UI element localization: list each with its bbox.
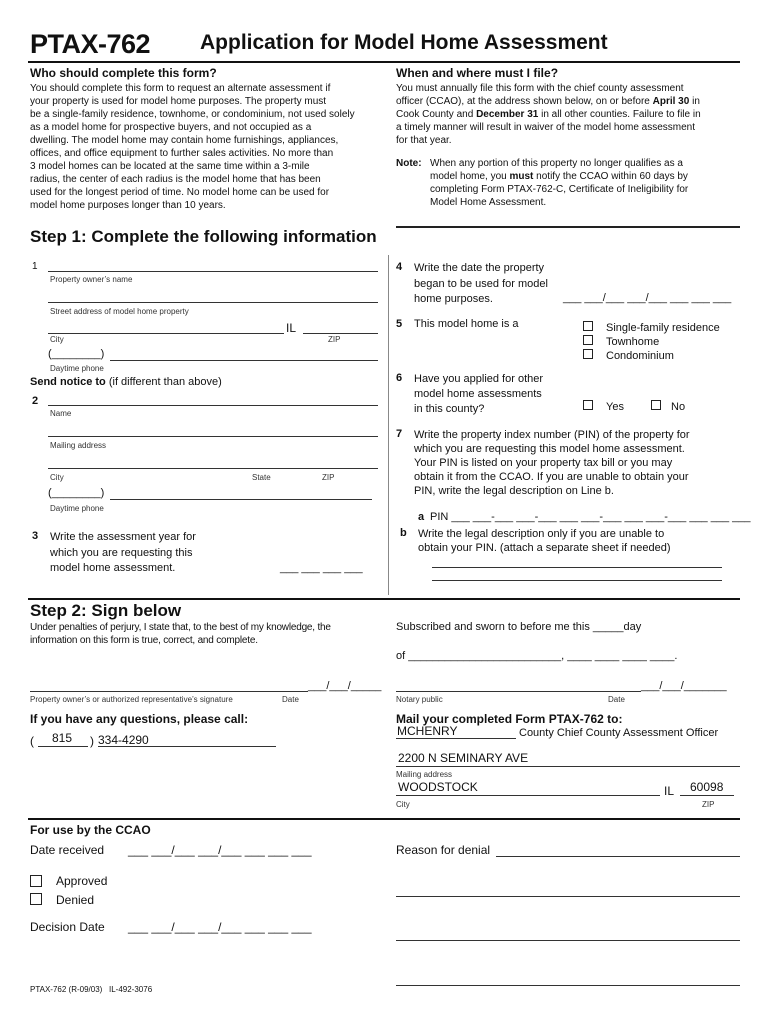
- city-line[interactable]: [48, 333, 284, 334]
- decision-date-field[interactable]: ___ ___/___ ___/___ ___ ___ ___: [128, 920, 312, 934]
- note-line: model home, you must notify the CCAO within 60 days by: [430, 171, 688, 182]
- zip-value[interactable]: 60098: [690, 780, 724, 794]
- q4-text: [414, 261, 548, 308]
- who-line: your property is used for model home purposes. The property must: [30, 96, 327, 107]
- decision-date-label: Decision Date: [30, 920, 105, 934]
- q3-number: 3: [32, 530, 39, 542]
- subscribed-text: Subscribed and sworn to before me this _____day: [396, 621, 642, 633]
- owner-name-line[interactable]: [48, 271, 378, 272]
- q6-yes-checkbox[interactable]: [583, 400, 593, 410]
- daytime-phone-label: Daytime phone: [50, 364, 104, 373]
- when-line: for that year.: [396, 135, 452, 146]
- form-title: Application for Model Home Assessment: [200, 31, 608, 54]
- single-family-label: Single-family residence: [606, 322, 720, 334]
- who-line: be a single-family residence, townhome, or condominium, not used solely: [30, 109, 355, 120]
- perjury-statement: [30, 621, 331, 647]
- zip-line[interactable]: [303, 333, 378, 334]
- date-received-label: Date received: [30, 843, 105, 857]
- signature-date-field[interactable]: ___/___/_____: [308, 680, 382, 692]
- line2-number: 2: [32, 395, 39, 407]
- phone-line[interactable]: [110, 360, 378, 361]
- q3-text: [50, 530, 196, 577]
- who-heading: Who should complete this form?: [30, 66, 217, 80]
- q6-text: [414, 372, 543, 417]
- q7b-line: obtain your PIN. (attach a separate sheet if needed): [418, 542, 671, 554]
- legal-description-line-1[interactable]: [432, 567, 722, 568]
- mail-il-label: IL: [664, 784, 675, 798]
- mail-heading: Mail your completed Form PTAX-762 to:: [396, 712, 623, 726]
- q3-line: model home assessment.: [50, 562, 176, 574]
- phone-close-paren: ): [90, 734, 94, 748]
- when-body: [396, 82, 746, 147]
- signature-date-label: Date: [282, 695, 299, 704]
- q7-line: Write the property index number (PIN) of the property for: [414, 429, 690, 441]
- notary-label: Notary public: [396, 695, 443, 704]
- street-address-line[interactable]: [48, 302, 378, 303]
- note-line: completing Form PTAX-762-C, Certificate of Ineligibility for: [430, 184, 689, 195]
- q6-line: Have you applied for other: [414, 373, 544, 385]
- who-body: [30, 82, 390, 212]
- step1-heading: Step 1: Complete the following information: [30, 227, 377, 246]
- when-line: Cook County and December 31 in all other counties. Failure to file in: [396, 109, 701, 120]
- who-line: offices, and office equipment to further sales activities. No more than: [30, 148, 334, 159]
- who-line: 3 model homes can be located at the same time within a 3-mile: [30, 161, 310, 172]
- q6-line: model home assessments: [414, 388, 542, 400]
- who-line: model home purposes longer than 10 years.: [30, 200, 226, 211]
- perjury-line: Under penalties of perjury, I state that, to the best of my knowledge, the: [30, 622, 331, 633]
- step2-heading: Step 2: Sign below: [30, 601, 182, 620]
- q7-text: [414, 428, 690, 498]
- q4-line: Write the date the property: [414, 262, 545, 274]
- city-label: City: [50, 335, 64, 344]
- zip-label: ZIP: [328, 335, 341, 344]
- who-line: radius, the center of each radius is the model home that has been: [30, 174, 321, 185]
- q6-no-label: No: [671, 401, 686, 413]
- q6-number: 6: [396, 372, 403, 384]
- q7-line: which you are requesting this model home assessment.: [414, 443, 685, 455]
- notice-phone-area-code[interactable]: (________): [48, 487, 105, 499]
- denied-checkbox[interactable]: [30, 893, 42, 905]
- ccao-rule: [28, 818, 740, 820]
- q6-no-checkbox[interactable]: [651, 400, 661, 410]
- pin-field[interactable]: PIN ___ ___-___ ___-___ ___ ___-___ ___ ___-___ ___ ___ ___: [430, 511, 751, 523]
- notice-zip-label: ZIP: [322, 473, 335, 482]
- signature-line[interactable]: [30, 691, 308, 692]
- area-code-value[interactable]: 815: [52, 731, 73, 745]
- q4-number: 4: [396, 261, 403, 273]
- q7b-text: [418, 527, 671, 555]
- address-value[interactable]: 2200 N SEMINARY AVE: [398, 751, 529, 765]
- q7-line: Your PIN is listed on your property tax bill or you may: [414, 457, 673, 469]
- note-line: Model Home Assessment.: [430, 197, 547, 208]
- notice-phone-line[interactable]: [110, 499, 372, 500]
- area-code-line: [38, 746, 88, 747]
- date-received-field[interactable]: ___ ___/___ ___/___ ___ ___ ___: [128, 843, 312, 857]
- q7b-line: Write the legal description only if you are unable to: [418, 528, 665, 540]
- mail-city-label: City: [396, 800, 410, 809]
- q7a-label: a: [418, 511, 425, 523]
- reason-line-3[interactable]: [396, 940, 740, 941]
- notary-date-label: Date: [608, 695, 625, 704]
- q3-line: Write the assessment year for: [50, 531, 196, 543]
- townhome-checkbox[interactable]: [583, 335, 593, 345]
- questions-heading: If you have any questions, please call:: [30, 712, 249, 726]
- who-line: used for the longest period of time. No model home can be used for: [30, 187, 330, 198]
- assessment-year-field[interactable]: ___ ___ ___ ___: [280, 562, 363, 574]
- notice-name-label: Name: [50, 409, 72, 418]
- county-value[interactable]: MCHENRY: [397, 724, 458, 738]
- approved-checkbox[interactable]: [30, 875, 42, 887]
- zip-value-line: [680, 795, 734, 796]
- reason-line-4[interactable]: [396, 985, 740, 986]
- notice-mailing-line[interactable]: [48, 436, 378, 437]
- when-line: officer (CCAO), at the address shown below, on or before April 30 in: [396, 96, 700, 107]
- notary-of-line[interactable]: of _________________________, ____ ____ ____ ____.: [396, 650, 678, 662]
- phone-open-paren: (: [30, 734, 34, 748]
- county-suffix: County Chief County Assessment Officer: [519, 727, 719, 739]
- who-line: as a model home for prospective buyers, and not occupied as a: [30, 122, 312, 133]
- note-body: [430, 157, 740, 209]
- reason-for-denial-label: Reason for denial: [396, 843, 491, 857]
- county-line: [396, 738, 516, 739]
- perjury-line: information on this form is true, correct, and complete.: [30, 635, 258, 646]
- single-family-checkbox[interactable]: [583, 321, 593, 331]
- header-rule: [28, 61, 740, 63]
- city-value[interactable]: WOODSTOCK: [398, 780, 478, 794]
- q6-line: in this county?: [414, 403, 485, 415]
- mail-address-label: Mailing address: [396, 770, 453, 779]
- q7-number: 7: [396, 428, 403, 440]
- notice-mailing-label: Mailing address: [50, 441, 107, 450]
- notary-date-field[interactable]: ___/___/_______: [641, 680, 727, 692]
- when-heading: When and where must I file?: [396, 66, 559, 80]
- denied-label: Denied: [56, 893, 95, 907]
- q5-number: 5: [396, 318, 403, 330]
- step1-divider: [388, 255, 389, 595]
- who-line: dwelling. The model home may contain home furnishings, appliances,: [30, 135, 339, 146]
- form-id: PTAX-762: [30, 29, 151, 59]
- note-label: Note:: [396, 158, 422, 169]
- ccao-heading: For use by the CCAO: [30, 823, 151, 837]
- q3-line: which you are requesting this: [50, 546, 193, 559]
- reason-line-2[interactable]: [396, 896, 740, 897]
- address-line: [396, 766, 740, 767]
- approved-label: Approved: [56, 874, 108, 888]
- q7-line: obtain it from the CCAO. If you are unable to obtain your: [414, 471, 689, 483]
- condominium-checkbox[interactable]: [583, 349, 593, 359]
- legal-description-line-2[interactable]: [432, 580, 722, 581]
- condominium-label: Condominium: [606, 350, 674, 362]
- when-line: a timely manner will result in waiver of the model home assessment: [396, 122, 696, 133]
- line1-number: 1: [32, 261, 38, 272]
- notice-name-line[interactable]: [48, 405, 378, 406]
- q7b-label: b: [400, 527, 407, 539]
- q5-text: This model home is a: [414, 318, 519, 330]
- note-line: When any portion of this property no longer qualifies as a: [430, 158, 683, 169]
- reason-line-1[interactable]: [496, 856, 740, 857]
- owner-name-label: Property owner’s name: [50, 275, 133, 284]
- notary-signature-line[interactable]: [396, 691, 641, 692]
- notice-daytime-label: Daytime phone: [50, 504, 104, 513]
- city-value-line: [396, 795, 660, 796]
- send-notice-label: Send notice to (if different than above): [30, 376, 222, 388]
- q6-yes-label: Yes: [606, 401, 624, 413]
- model-start-date-field[interactable]: ___ ___/___ ___/___ ___ ___ ___: [563, 292, 732, 304]
- notice-city-label: City: [50, 473, 64, 482]
- who-line: You should complete this form to request an alternate assessment if: [30, 83, 331, 94]
- townhome-label: Townhome: [606, 336, 660, 348]
- q7-line: PIN, write the legal description on Line b.: [414, 485, 614, 497]
- il-label: IL: [286, 321, 297, 335]
- when-line: You must annually file this form with the chief county assessment: [396, 83, 684, 94]
- phone-area-code[interactable]: (________): [48, 348, 105, 360]
- street-address-label: Street address of model home property: [50, 307, 189, 316]
- step1-rule-right: [396, 226, 740, 228]
- q4-line: home purposes.: [414, 293, 493, 305]
- notice-state-label: State: [252, 473, 271, 482]
- footer-code: PTAX-762 (R-09/03) IL-492-3076: [30, 985, 153, 994]
- signature-label: Property owner’s or authorized representative’s signature: [30, 695, 233, 704]
- mail-zip-label: ZIP: [702, 800, 715, 809]
- q4-line: began to be used for model: [414, 277, 548, 290]
- phone-number-value[interactable]: 334-4290: [98, 733, 149, 747]
- notice-city-line[interactable]: [48, 468, 378, 469]
